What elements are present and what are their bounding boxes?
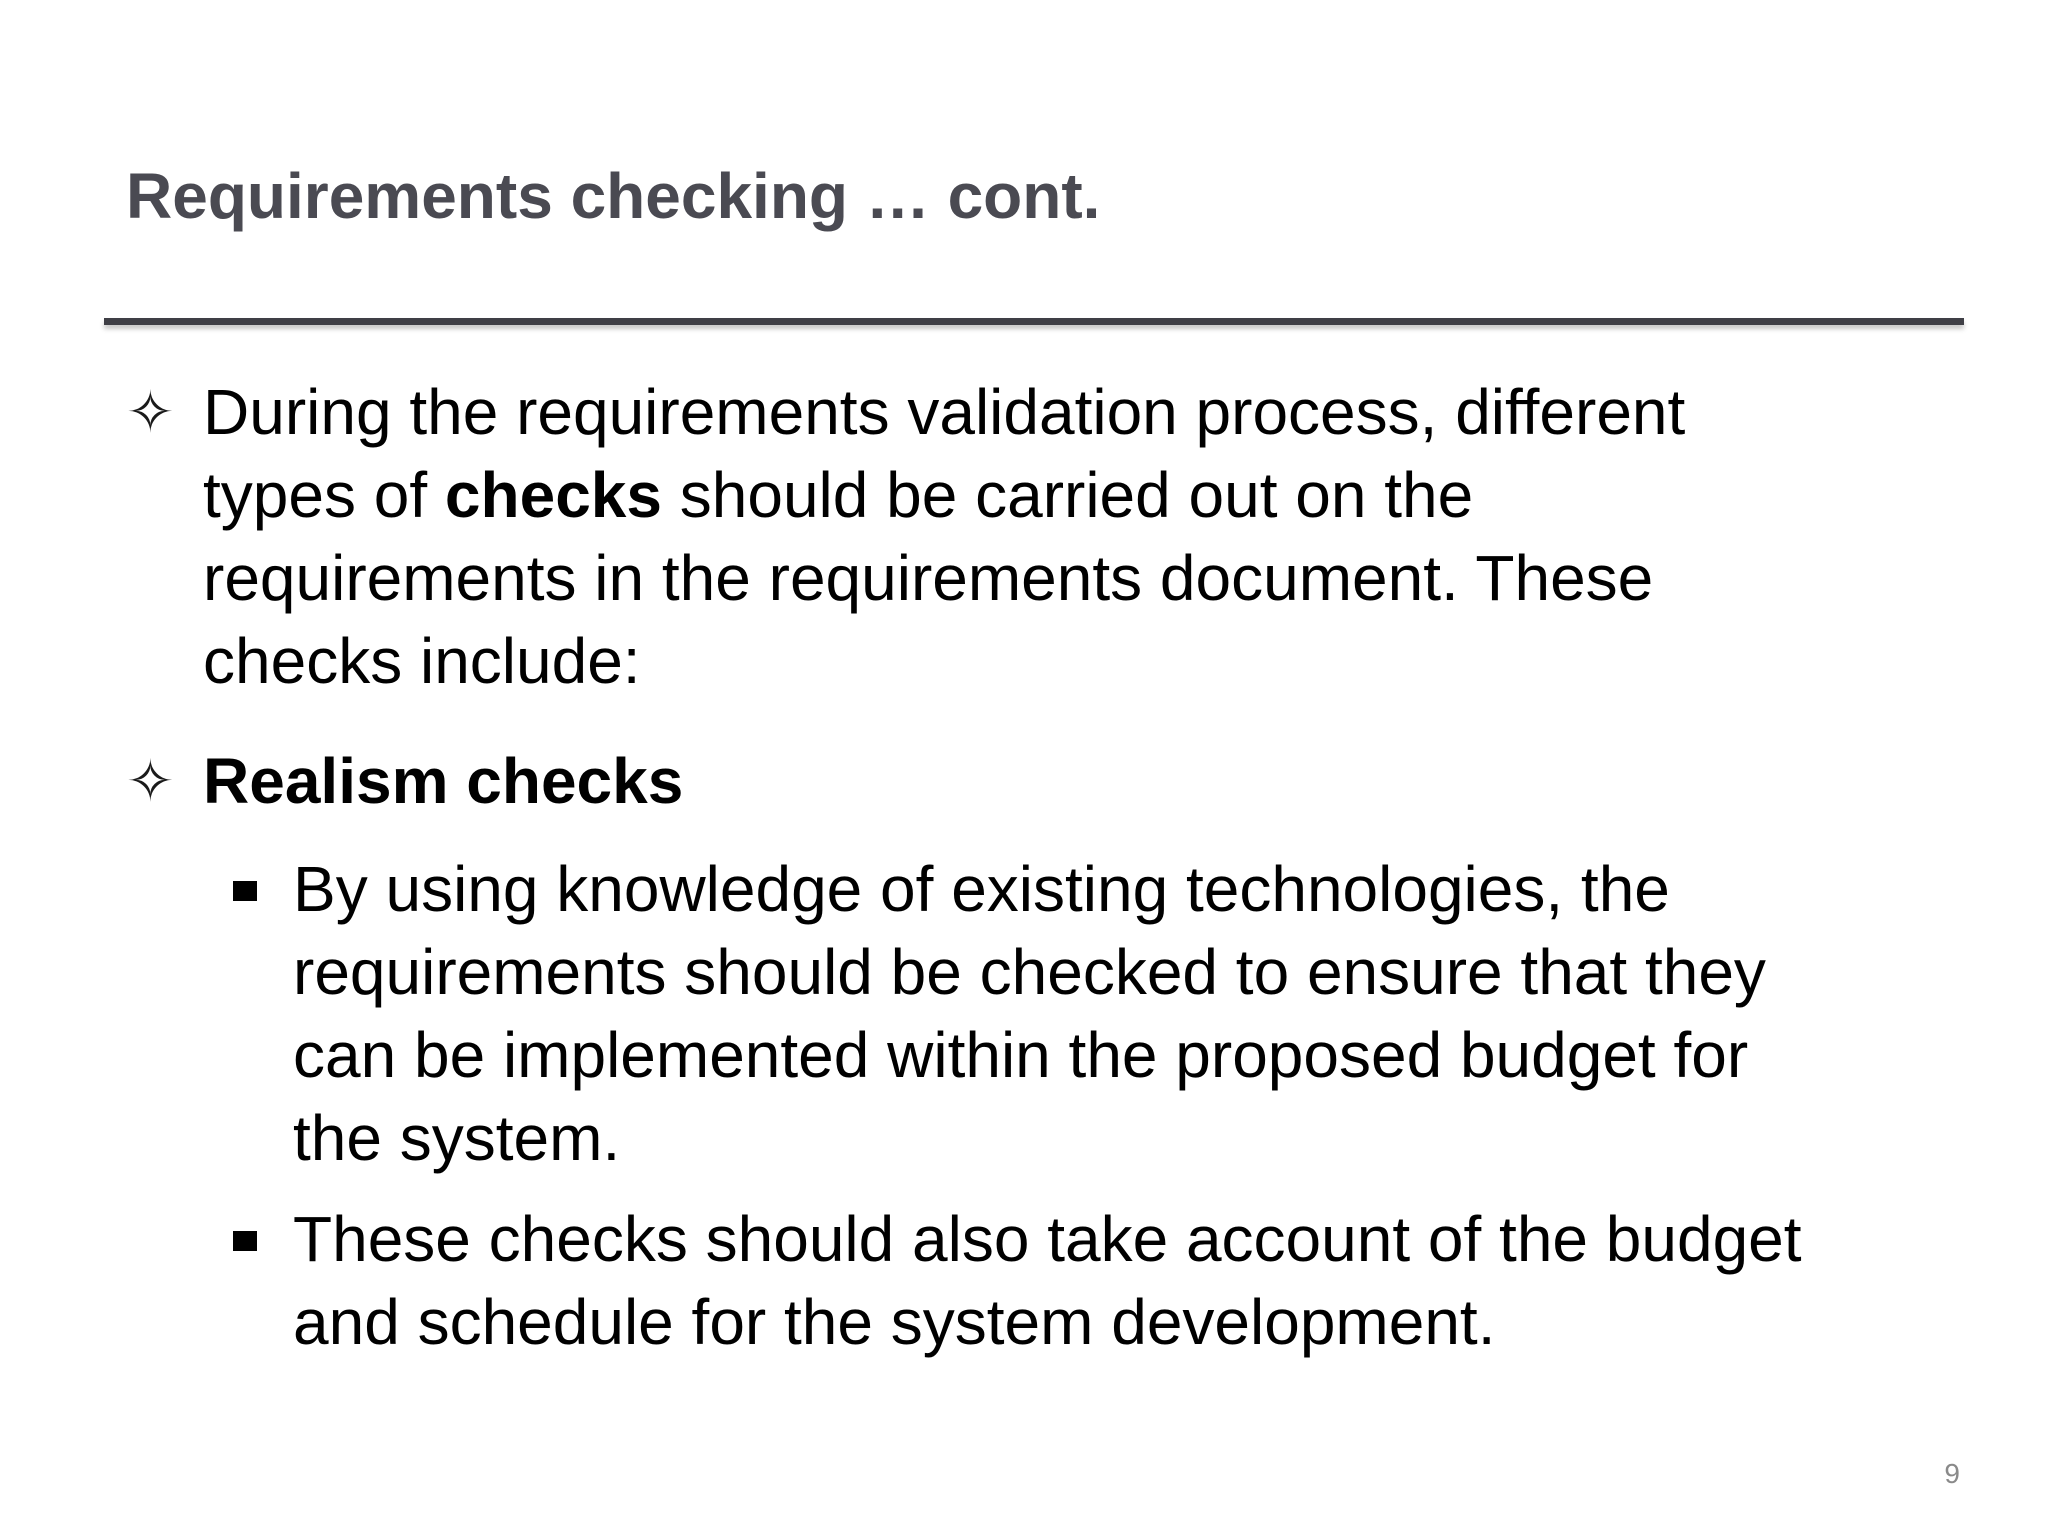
sub-bullet-text <box>293 1198 1943 1364</box>
bullet-line <box>203 537 1903 620</box>
sub-bullet-line: and schedule for the system development. <box>293 1286 1496 1358</box>
square-bullet-icon <box>233 881 257 901</box>
square-bullet-icon <box>233 1231 257 1251</box>
emphasis-text: checks <box>444 459 662 531</box>
bullet-text <box>203 740 1903 823</box>
bullet-heading: Realism checks <box>203 745 684 817</box>
sub-bullet-line: requirements should be checked to ensure that they <box>293 936 1766 1008</box>
text-run: should be carried out on the <box>661 459 1474 531</box>
text-run: requirements in the requirements document. These <box>203 542 1654 614</box>
title-divider <box>104 318 1964 325</box>
text-run: During the requirements validation process, different <box>203 376 1686 448</box>
four-point-star-outline-icon: ✧ <box>126 378 175 446</box>
text-run: checks include: <box>203 625 641 697</box>
four-point-star-outline-icon: ✧ <box>126 747 175 815</box>
sub-bullet-line: These checks should also take account of the budget <box>293 1203 1802 1275</box>
sub-bullet-line: the system. <box>293 1102 621 1174</box>
text-run: types of <box>203 459 445 531</box>
slide-title: Requirements checking … cont. <box>126 160 1101 232</box>
sub-bullet-text <box>293 848 1943 1180</box>
sub-bullet-line: can be implemented within the proposed budget for <box>293 1019 1749 1091</box>
bullet-line <box>203 454 1903 537</box>
sub-bullet-line: By using knowledge of existing technologies, the <box>293 853 1670 925</box>
bullet-text <box>203 371 1903 703</box>
bullet-line <box>203 371 1903 454</box>
bullet-line <box>203 620 1903 703</box>
page-number: 9 <box>1944 1458 1960 1489</box>
